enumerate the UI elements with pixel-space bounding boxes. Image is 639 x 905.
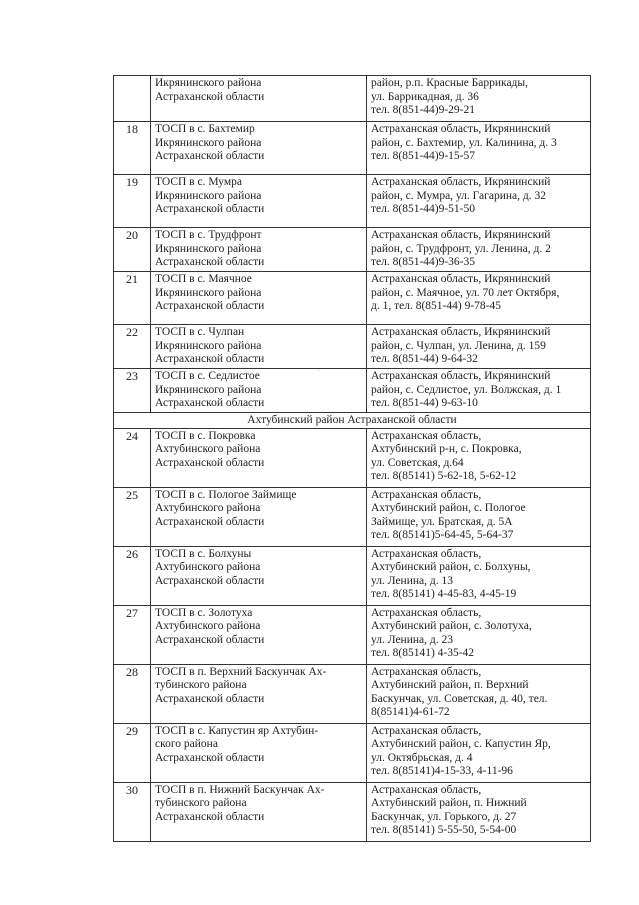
office-address-cell: [367, 228, 591, 272]
office-address-cell: [367, 76, 591, 122]
office-address-line: район, с. Седлистое, ул. Волжская, д. 1: [371, 383, 562, 396]
table-row: [114, 272, 591, 325]
office-address-line: тел. 8(851-44) 9-64-32: [371, 353, 478, 366]
office-address-cell: [367, 664, 591, 723]
office-address-line: район, с. Мумра, ул. Гагарина, д. 32: [371, 189, 546, 202]
section-title: Ахтубинский район Астраханской области: [114, 413, 591, 429]
office-address-line: тел. 8(85141)4-15-33, 4-11-96: [371, 765, 513, 778]
office-address-cell: [367, 175, 591, 228]
office-address-line: тел. 8(85141) 4-35-42: [371, 647, 475, 660]
table-row: [114, 325, 591, 369]
office-name-line: ТОСП в с. Болхуны: [155, 547, 252, 560]
office-address-line: Астраханская область, Икрянинский: [371, 370, 551, 382]
section-row: [114, 413, 591, 429]
table-section: [114, 413, 591, 429]
row-number: 25: [114, 487, 151, 546]
office-address-line: тел. 8(85141) 5-55-50, 5-54-00: [371, 824, 517, 837]
office-name-cell: [151, 782, 367, 841]
office-address-line: Ахтубинский район, с. Капустин Яр,: [371, 738, 551, 751]
office-address-line: Ахтубинский район, п. Нижний: [371, 797, 527, 810]
office-name-line: Икрянинского района: [155, 339, 262, 352]
office-name-cell: [151, 605, 367, 664]
row-number: 30: [114, 782, 151, 841]
office-name-line: ТОСП в п. Верхний Баскунчак Ах-: [155, 665, 327, 678]
office-address-line: тел. 8(851-44)9-51-50: [371, 203, 476, 216]
scan-speck: ·: [318, 368, 320, 374]
row-number: 20: [114, 228, 151, 272]
office-address-cell: [367, 428, 591, 487]
office-address-cell: [367, 122, 591, 175]
office-address-line: Ахтубинский район, с. Болхуны,: [371, 561, 531, 574]
office-name-line: ТОСП в п. Нижний Баскунчак Ах-: [155, 783, 325, 796]
office-address-cell: [367, 546, 591, 605]
office-address-line: район, с. Маячное, ул. 70 лет Октября,: [371, 286, 560, 299]
office-name-line: ТОСП в с. Золотуха: [155, 606, 253, 619]
office-name-line: ТОСП в с. Покровка: [155, 429, 256, 442]
office-name-line: ТОСП в с. Мумра: [155, 176, 242, 188]
office-name-line: Икрянинского района: [155, 242, 262, 255]
table-row: [114, 428, 591, 487]
office-name-line: Астраханской области: [155, 456, 265, 469]
table-row: [114, 782, 591, 841]
office-address-line: Астраханская область,: [371, 783, 482, 796]
office-name-line: Астраханской области: [155, 203, 265, 216]
office-name-cell: [151, 487, 367, 546]
office-address-line: Займище, ул. Братская, д. 5А: [371, 515, 513, 528]
office-name-cell: [151, 76, 367, 122]
office-name-line: Ахтубинского района: [155, 620, 261, 633]
office-name-line: ТОСП в с. Пологое Займище: [155, 488, 297, 501]
office-name-cell: [151, 664, 367, 723]
table-body-top: [114, 76, 591, 413]
office-name-line: Астраханской области: [155, 256, 265, 269]
office-address-line: Астраханская область,: [371, 488, 482, 501]
table-row: [114, 605, 591, 664]
office-name-line: Астраханской области: [155, 751, 265, 764]
office-address-cell: [367, 723, 591, 782]
office-name-line: ТОСП в с. Чулпан: [155, 326, 245, 338]
office-name-line: ТОСП в с. Седлистое: [155, 370, 260, 382]
row-number: 18: [114, 122, 151, 175]
office-name-cell: [151, 122, 367, 175]
office-address-line: Астраханская область, Икрянинский: [371, 176, 551, 188]
row-number: 29: [114, 723, 151, 782]
office-address-line: тел. 8(851-44)9-29-21: [371, 104, 476, 117]
office-address-cell: [367, 369, 591, 413]
offices-table: [113, 75, 591, 842]
office-name-line: ТОСП в с. Трудфронт: [155, 229, 262, 241]
office-address-line: район, с. Чулпан, ул. Ленина, д. 159: [371, 339, 546, 352]
office-name-line: Икрянинского района: [155, 136, 262, 149]
office-address-cell: [367, 272, 591, 325]
office-address-cell: [367, 605, 591, 664]
office-address-cell: [367, 487, 591, 546]
row-number: 28: [114, 664, 151, 723]
office-name-line: ТОСП в с. Маячное: [155, 273, 252, 285]
office-address-line: Астраханская область, Икрянинский: [371, 273, 551, 285]
office-name-line: ского района: [155, 738, 218, 751]
office-address-line: Астраханская область, Икрянинский: [371, 326, 551, 338]
row-number: [114, 76, 151, 122]
office-name-line: Астраханской области: [155, 515, 265, 528]
office-name-line: Астраханской области: [155, 90, 265, 103]
office-address-line: Ахтубинский район, с. Золотуха,: [371, 620, 532, 633]
table-row: [114, 175, 591, 228]
row-number: 26: [114, 546, 151, 605]
office-address-line: Астраханская область,: [371, 724, 482, 737]
office-name-cell: [151, 272, 367, 325]
office-name-cell: [151, 723, 367, 782]
office-name-line: ТОСП в с. Бахтемир: [155, 123, 255, 135]
office-address-line: 8(85141)4-61-72: [371, 706, 450, 719]
office-address-line: Ахтубинский район, с. Пологое: [371, 502, 526, 515]
table-body-bottom: [114, 428, 591, 841]
office-name-line: Икрянинского района: [155, 286, 262, 299]
office-address-line: тел. 8(85141) 4-45-83, 4-45-19: [371, 588, 517, 601]
office-address-line: Баскунчак, ул. Горького, д. 27: [371, 810, 517, 823]
office-name-line: Икрянинского района: [155, 383, 262, 396]
office-name-line: Астраханской области: [155, 574, 265, 587]
table-row: [114, 76, 591, 122]
office-name-line: Астраханской области: [155, 397, 265, 410]
office-address-line: Ахтубинский р-н, с. Покровка,: [371, 443, 522, 456]
scan-speck: ·: [95, 220, 97, 226]
office-address-line: Ахтубинский район, п. Верхний: [371, 679, 529, 692]
office-address-line: Астраханская область,: [371, 547, 482, 560]
office-address-cell: [367, 782, 591, 841]
table-row: [114, 228, 591, 272]
row-number: 21: [114, 272, 151, 325]
office-address-line: Астраханская область,: [371, 665, 482, 678]
office-address-line: район, с. Трудфронт, ул. Ленина, д. 2: [371, 242, 551, 255]
row-number: 27: [114, 605, 151, 664]
office-name-cell: [151, 369, 367, 413]
office-name-cell: [151, 228, 367, 272]
table-row: [114, 122, 591, 175]
office-name-line: Икрянинского района: [155, 77, 262, 89]
office-name-line: Ахтубинского района: [155, 443, 261, 456]
office-address-line: ул. Баррикадная, д. 36: [371, 90, 479, 103]
office-name-line: Астраханской области: [155, 353, 265, 366]
office-name-line: Ахтубинского района: [155, 502, 261, 515]
office-address-line: Астраханская область, Икрянинский: [371, 123, 551, 135]
office-name-cell: [151, 325, 367, 369]
office-address-line: д. 1, тел. 8(851-44) 9-78-45: [371, 300, 501, 313]
office-address-line: район, р.п. Красные Баррикады,: [371, 77, 529, 89]
table-row: [114, 369, 591, 413]
table-row: [114, 664, 591, 723]
office-address-line: Баскунчак, ул. Советская, д. 40, тел.: [371, 692, 548, 705]
office-address-line: тел. 8(85141) 5-62-18, 5-62-12: [371, 470, 517, 483]
office-name-line: Астраханской области: [155, 150, 265, 163]
office-address-cell: [367, 325, 591, 369]
table-row: [114, 546, 591, 605]
row-number: 22: [114, 325, 151, 369]
office-address-line: ул. Советская, д.64: [371, 456, 464, 469]
office-name-cell: [151, 546, 367, 605]
office-name-line: тубинского района: [155, 797, 247, 810]
office-name-line: Астраханской области: [155, 810, 265, 823]
office-address-line: ул. Октябрьская, д. 4: [371, 751, 473, 764]
office-address-line: тел. 8(85141)5-64-45, 5-64-37: [371, 529, 514, 542]
office-name-line: Икрянинского района: [155, 189, 262, 202]
office-address-line: тел. 8(851-44) 9-63-10: [371, 397, 478, 410]
office-address-line: тел. 8(851-44)9-36-35: [371, 256, 476, 269]
office-address-line: ул. Ленина, д. 13: [371, 574, 453, 587]
table-row: [114, 487, 591, 546]
office-address-line: район, с. Бахтемир, ул. Калинина, д. 3: [371, 136, 557, 149]
office-name-cell: [151, 428, 367, 487]
office-name-line: Астраханской области: [155, 692, 265, 705]
office-address-line: Астраханская область, Икрянинский: [371, 229, 551, 241]
office-address-line: тел. 8(851-44)9-15-57: [371, 150, 476, 163]
row-number: 23: [114, 369, 151, 413]
office-address-line: Астраханская область,: [371, 429, 482, 442]
office-name-line: Астраханской области: [155, 633, 265, 646]
office-name-line: ТОСП в с. Капустин яр Ахтубин-: [155, 724, 319, 737]
office-address-line: Астраханская область,: [371, 606, 482, 619]
office-name-cell: [151, 175, 367, 228]
row-number: 24: [114, 428, 151, 487]
office-name-line: Астраханской области: [155, 300, 265, 313]
office-name-line: Ахтубинского района: [155, 561, 261, 574]
table-row: [114, 723, 591, 782]
office-name-line: тубинского района: [155, 679, 247, 692]
row-number: 19: [114, 175, 151, 228]
office-address-line: ул. Ленина, д. 23: [371, 633, 453, 646]
